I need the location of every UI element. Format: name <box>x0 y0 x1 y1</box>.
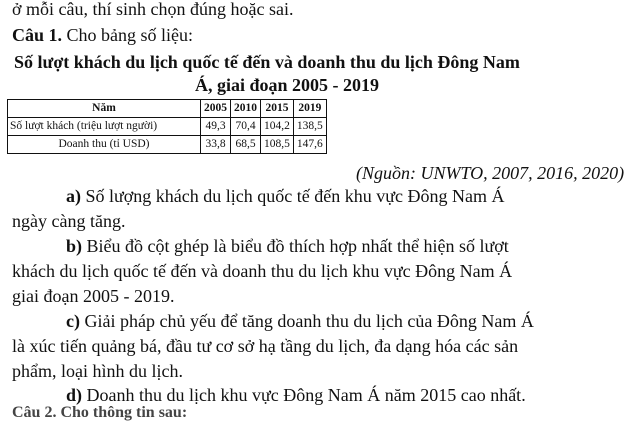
statement-a-line-2: ngày càng tăng. <box>12 211 126 231</box>
statement-b-line-1 <box>66 235 509 257</box>
statement-b-text: Biểu đồ cột ghép là biểu đồ thích hợp nhất thể hiện số lượt <box>82 236 509 256</box>
source-note: (Nguồn: UNWTO, 2007, 2016, 2020) <box>356 163 625 183</box>
data-table <box>7 99 327 154</box>
statement-b-label: b) <box>66 236 83 256</box>
table-cell: 68,5 <box>231 136 261 154</box>
row-label: Doanh thu (tỉ USD) <box>8 136 201 154</box>
row-label: Số lượt khách (triệu lượt người) <box>8 118 201 136</box>
table-cell: 70,4 <box>231 118 261 136</box>
statement-b-line-3: giai đoạn 2005 - 2019. <box>12 286 175 306</box>
header-cell: Năm <box>8 100 201 118</box>
header-cell: 2015 <box>261 100 294 118</box>
statement-a-text: Số lượng khách du lịch quốc tế đến khu vực Đông Nam Á <box>81 186 505 206</box>
table-title-line-2: Á, giai đoạn 2005 - 2019 <box>195 75 380 95</box>
table-title-line-1: Số lượt khách du lịch quốc tế đến và doanh thu du lịch Đông Nam <box>14 52 520 72</box>
intro-text: ở mỗi câu, thí sinh chọn đúng hoặc sai. <box>12 0 294 19</box>
table-cell: 104,2 <box>261 118 294 136</box>
header-cell: 2005 <box>201 100 231 118</box>
header-cell: 2010 <box>231 100 261 118</box>
statement-d-text: Doanh thu du lịch khu vực Đông Nam Á năm 2015 cao nhất. <box>82 385 526 405</box>
question-prompt: Cho bảng số liệu: <box>62 25 194 45</box>
header-cell: 2019 <box>293 100 326 118</box>
table-cell: 108,5 <box>261 136 294 154</box>
statement-a-line-1 <box>66 185 504 207</box>
table-row <box>8 118 327 136</box>
table-row <box>8 136 327 154</box>
statement-c-text: Giải pháp chủ yếu để tăng doanh thu du lịch của Đông Nam Á <box>79 311 534 331</box>
statement-c-line-2: là xúc tiến quảng bá, đầu tư cơ sở hạ tầng du lịch, đa dạng hóa các sản <box>12 336 519 356</box>
next-question-partial: Câu 2. Cho thông tin sau: <box>12 404 188 421</box>
table-cell: 147,6 <box>293 136 326 154</box>
statement-d-label: d) <box>66 385 83 405</box>
statement-c-line-1 <box>66 310 534 332</box>
table-cell: 138,5 <box>293 118 326 136</box>
table-header-row <box>8 100 327 118</box>
statement-b-line-2: khách du lịch quốc tế đến và doanh thu du lịch khu vực Đông Nam Á <box>12 261 513 281</box>
statement-c-line-3: phẩm, loại hình du lịch. <box>12 361 183 381</box>
statement-a-label: a) <box>66 186 81 206</box>
question-number: Câu 1. <box>12 25 63 45</box>
question-heading <box>12 24 193 46</box>
statement-d-line-1 <box>66 384 526 406</box>
table-cell: 49,3 <box>201 118 231 136</box>
table-cell: 33,8 <box>201 136 231 154</box>
statement-c-label: c) <box>66 311 80 331</box>
